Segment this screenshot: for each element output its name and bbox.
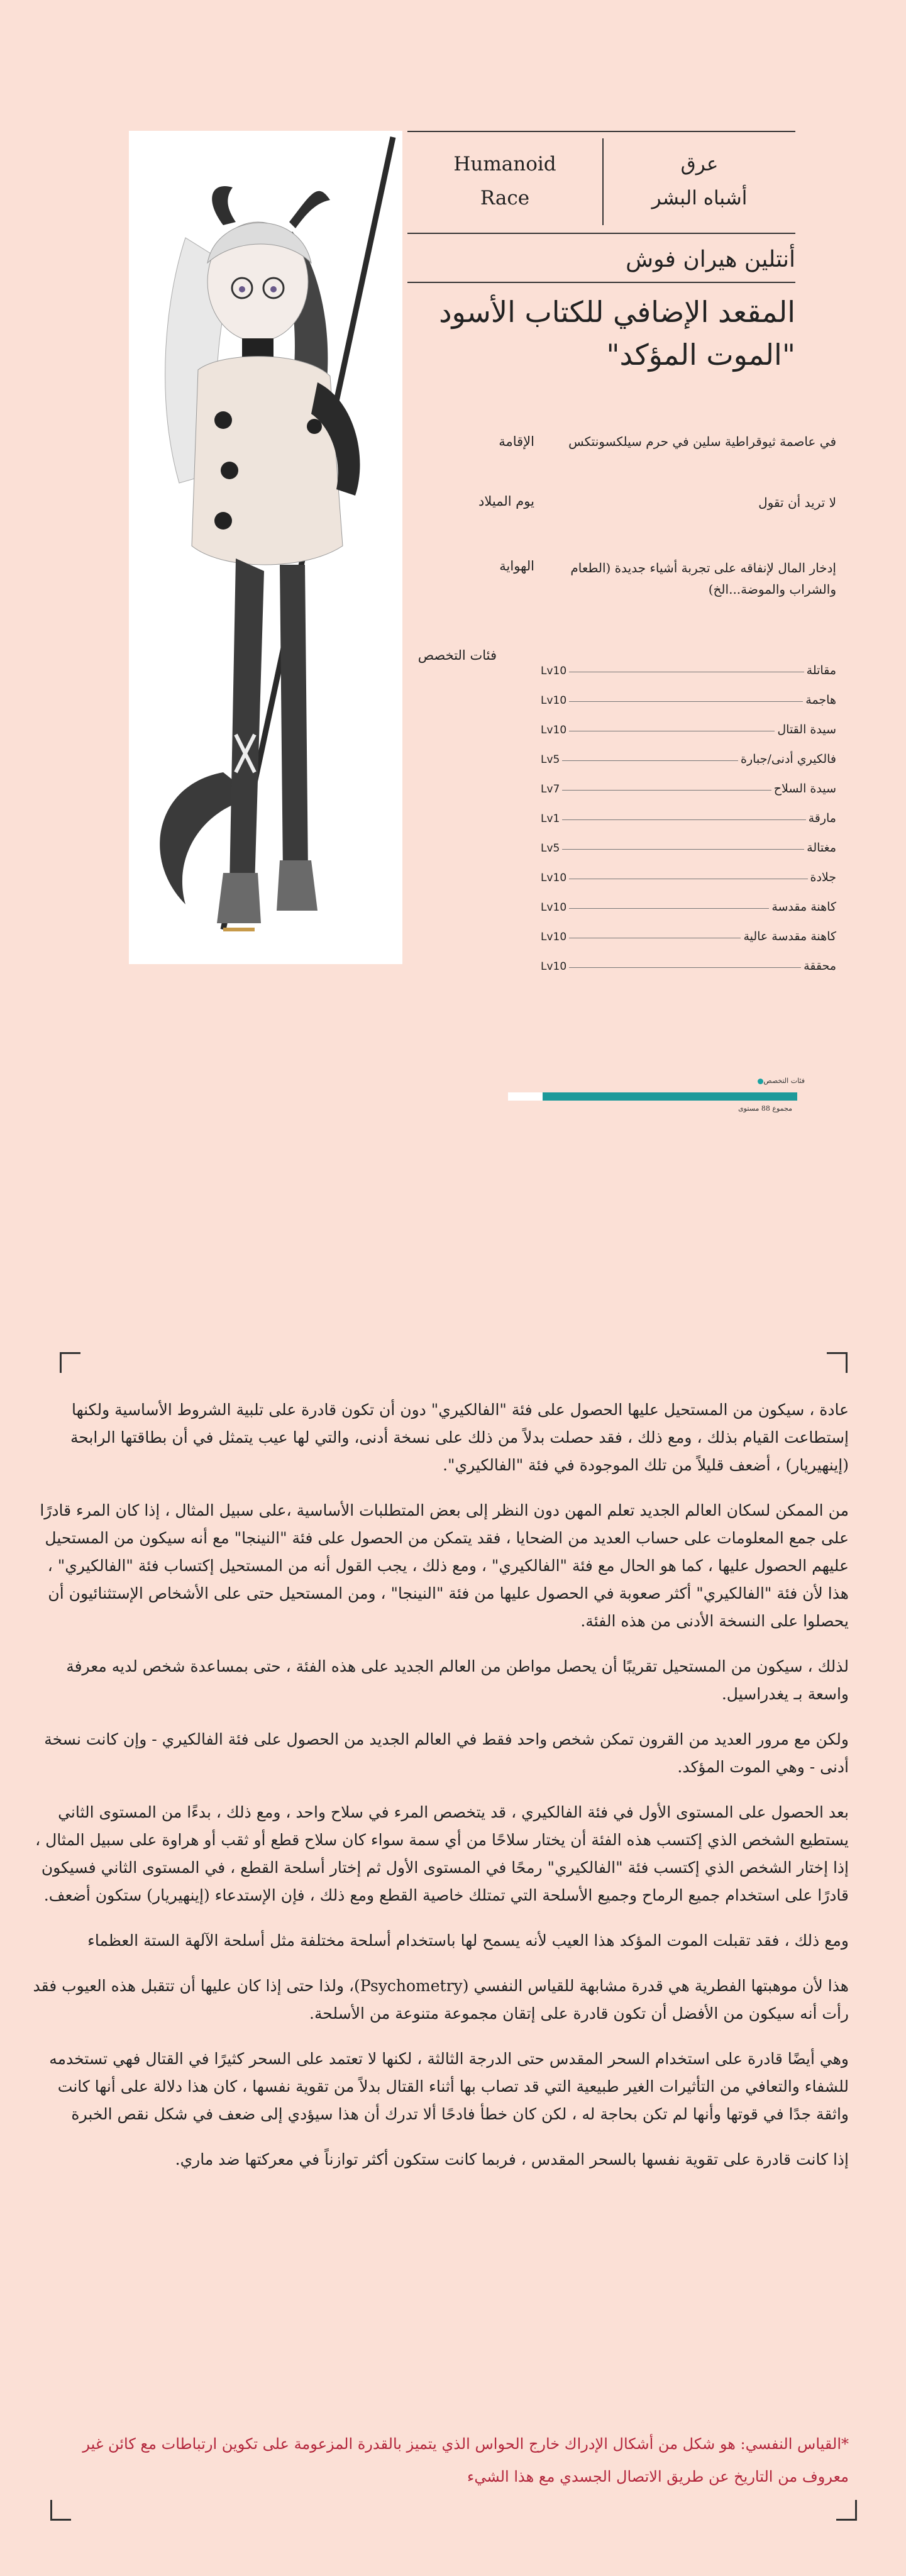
class-item bbox=[541, 766, 836, 796]
class-leader bbox=[569, 908, 769, 909]
class-item bbox=[541, 825, 836, 855]
hobby-value: إدخار المال لإنفاقه على تجربة أشياء جديدة (الطعام والشراب والموضة...الخ) bbox=[570, 560, 836, 597]
character-portrait bbox=[129, 131, 402, 964]
class-item bbox=[541, 648, 836, 677]
character-title-line2: "الموت المؤكد" bbox=[606, 338, 795, 372]
class-name: مارقة bbox=[808, 811, 836, 825]
class-leader bbox=[562, 790, 771, 791]
corner-bracket bbox=[50, 2500, 71, 2521]
class-name: مقاتلة bbox=[806, 663, 836, 677]
body-text bbox=[25, 1396, 849, 2191]
residence-value: في عاصمة ثيوقراطية سلين في حرم سيلكسونتكس bbox=[568, 434, 836, 449]
legend-label: فئات التخصص bbox=[763, 1077, 805, 1085]
paragraph: لذلك ، سيكون من المستحيل تقريبًا أن يحصل مواطن من العالم الجديد على هذه الفئة ، حتى بمساعدة شخص لديه معرفة واسعة بـ يغدراسيل. bbox=[66, 1657, 849, 1703]
corner-bracket bbox=[60, 1352, 80, 1373]
class-item bbox=[541, 914, 836, 943]
level-total-caption: مجموع 88 مستوى bbox=[738, 1104, 792, 1113]
character-illustration bbox=[129, 131, 402, 964]
birthday-label: يوم الميلاد bbox=[478, 494, 534, 509]
character-title bbox=[407, 291, 795, 376]
class-name: كاهنة مقدسة bbox=[771, 900, 836, 914]
paragraph: عادة ، سيكون من المستحيل عليها الحصول على فئة "الفالكيري" دون أن تكون قادرة على تلبية الشروط الأساسية ولكنها إستطاعت القيام بذلك ، ومع ذلك ، فقد حصلت بدلاً من ذلك على نسخة أدنى، والتي لها عيب يتمثل في أن بطاقتها الرابحة (إينهيريار) ، أضعف قليلاً من تلك الموجودة في فئة "الفالكيري". bbox=[70, 1401, 849, 1474]
class-item bbox=[541, 943, 836, 973]
class-item bbox=[541, 855, 836, 884]
class-name: جلادة bbox=[810, 870, 836, 884]
paragraph: وهي أيضًا قادرة على استخدام السحر المقدس حتى الدرجة الثالثة ، لكنها لا تعتمد على السحر كثيرًا في القتال فهي تستخدمه للشفاء والتعافي من التأثيرات الغير طبيعية التي قد تصاب بها أثناء القتال بدلاً من تقوية نفسها ، كان هذا دلالة على أنها كانت واثقة جدًا في قوتها وأنها لم تكن بحاجة له ، لكن كان خطأ فادحًا ألا تدرك أن هذا سيؤدي إلى ضعف في شكل نقص الخبرة bbox=[49, 2050, 849, 2123]
birthday-value: لا تريد أن تقول bbox=[758, 495, 836, 510]
class-item bbox=[541, 677, 836, 707]
class-item bbox=[541, 796, 836, 825]
class-level: Lv10 bbox=[541, 960, 567, 973]
class-level: Lv5 bbox=[541, 842, 560, 855]
class-level: Lv10 bbox=[541, 694, 567, 707]
class-level: Lv10 bbox=[541, 724, 567, 736]
class-leader bbox=[562, 819, 805, 820]
character-title-line1: المقعد الإضافي للكتاب الأسود bbox=[439, 295, 795, 329]
paragraph: من الممكن لسكان العالم الجديد تعلم المهن دون النظر إلى بعض المتطلبات الأساسية ،على سبيل المثال ، إذا كان المرء قادرًا على جمع المعلومات على حساب العديد من الضحايا ، فقد يتمكن من الحصول على فئة "النينجا" مع أنه سيكون من المستحيل عليهم الحصول عليها ، كما هو الحال مع فئة "الفالكيري" ، ومع ذلك ، يجب القول أنه من المستحيل إكتساب فئة "الفالكيري" ، هذا لأن فئة "الفالكيري" أكثر صعوبة في الحصول عليها من فئة "النينجا" ، ومن المستحيل حتى على الأشخاص الإستثنائيون أن يحصلوا على النسخة الأدنى من هذه الفئة. bbox=[40, 1501, 849, 1630]
residence-label: الإقامة bbox=[499, 434, 534, 449]
level-progress-fill bbox=[543, 1092, 797, 1101]
character-name: أنتلين هيران فوش bbox=[407, 238, 795, 283]
class-level: Lv10 bbox=[541, 901, 567, 914]
class-name: هاجمة bbox=[805, 693, 836, 707]
class-level: Lv1 bbox=[541, 813, 560, 825]
paragraph: بعد الحصول على المستوى الأول في فئة الفالكيري ، قد يتخصص المرء في سلاح واحد ، ومع ذلك ، بدءًا من المستوى الثاني يستطيع الشخص الذي إكتسب هذه الفئة أن يختار سلاحًا من أي سمة سواء كان سلاح قطع أو ثقب أو هراوة على سبيل المثال ، إذا إختار الشخص الذي إكتسب فئة "الفالكيري" رمحًا في المستوى الأول ثم إختار أسلحة القطع ، في المستوى الثاني فسيكون قادرًا على استخدام جميع الرماح وجميع الأسلحة التي تمتلك خاصية القطع ومع ذلك ، فإن الإستدعاء (إينهيريار) ستكون أضعف. bbox=[35, 1803, 849, 1904]
class-name: فالكيري أدنى/جبارة bbox=[741, 752, 836, 766]
class-name: مغتالة bbox=[807, 841, 836, 855]
class-level: Lv5 bbox=[541, 753, 560, 766]
class-item bbox=[541, 707, 836, 736]
class-leader bbox=[562, 849, 804, 850]
paragraph: ولكن مع مرور العديد من القرون تمكن شخص واحد فقط في العالم الجديد من الحصول على فئة الفالكيري - وإن كانت نسخة أدنى - وهي الموت المؤكد. bbox=[44, 1730, 849, 1776]
race-english-line2: Race bbox=[480, 187, 530, 209]
class-level: Lv7 bbox=[541, 783, 560, 796]
paragraph: هذا لأن موهبتها الفطرية هي قدرة مشابهة للقياس النفسي (Psychometry)، ولذا حتى إذا كان عليها أن تتقبل هذه العيوب فقد رأت أنه سيكون من الأفضل أن تكون قادرة على إتقان مجموعة متنوعة من الأسلحة. bbox=[33, 1977, 849, 2023]
class-leader bbox=[569, 967, 801, 968]
level-legend bbox=[717, 1077, 805, 1085]
class-level: Lv10 bbox=[541, 931, 567, 943]
class-list bbox=[541, 648, 836, 973]
hobby-label: الهواية bbox=[499, 558, 534, 574]
race-box bbox=[407, 131, 795, 234]
race-arabic-line1: عرق bbox=[680, 153, 719, 175]
class-level: Lv10 bbox=[541, 665, 567, 677]
race-arabic bbox=[604, 147, 795, 215]
class-item bbox=[541, 884, 836, 914]
class-level: Lv10 bbox=[541, 872, 567, 884]
class-leader bbox=[562, 760, 738, 761]
paragraph: ومع ذلك ، فقد تقبلت الموت المؤكد هذا العيب لأنه يسمح لها باستخدام أسلحة مختلفة مثل أسلحة الآلهة الستة العظماء bbox=[87, 1931, 849, 1950]
corner-bracket bbox=[836, 2500, 857, 2521]
class-name: كاهنة مقدسة عالية bbox=[743, 930, 836, 943]
paragraph: إذا كانت قادرة على تقوية نفسها بالسحر المقدس ، فربما كانت ستكون أكثر توازناً في معركتها ضد ماري. bbox=[175, 2150, 849, 2168]
race-arabic-line2: أشباه البشر bbox=[651, 187, 748, 209]
corner-bracket bbox=[827, 1352, 848, 1373]
race-english-line1: Humanoid bbox=[453, 153, 556, 175]
class-name: محققة bbox=[804, 959, 836, 973]
level-progress-bar bbox=[508, 1092, 797, 1101]
class-name: سيدة السلاح bbox=[773, 782, 836, 796]
race-english bbox=[407, 147, 602, 215]
class-name: سيدة القتال bbox=[777, 723, 836, 736]
classes-label: فئات التخصص bbox=[417, 648, 497, 663]
class-leader bbox=[569, 701, 803, 702]
footnote: *القياس النفسي: هو شكل من أشكال الإدراك خارج الحواس الذي يتميز بالقدرة المزعومة على تكوين ارتباطات مع كائن غير معروف من التاريخ عن طريق الاتصال الجسدي مع هذا الشيء bbox=[82, 2435, 849, 2485]
class-item bbox=[541, 736, 836, 766]
